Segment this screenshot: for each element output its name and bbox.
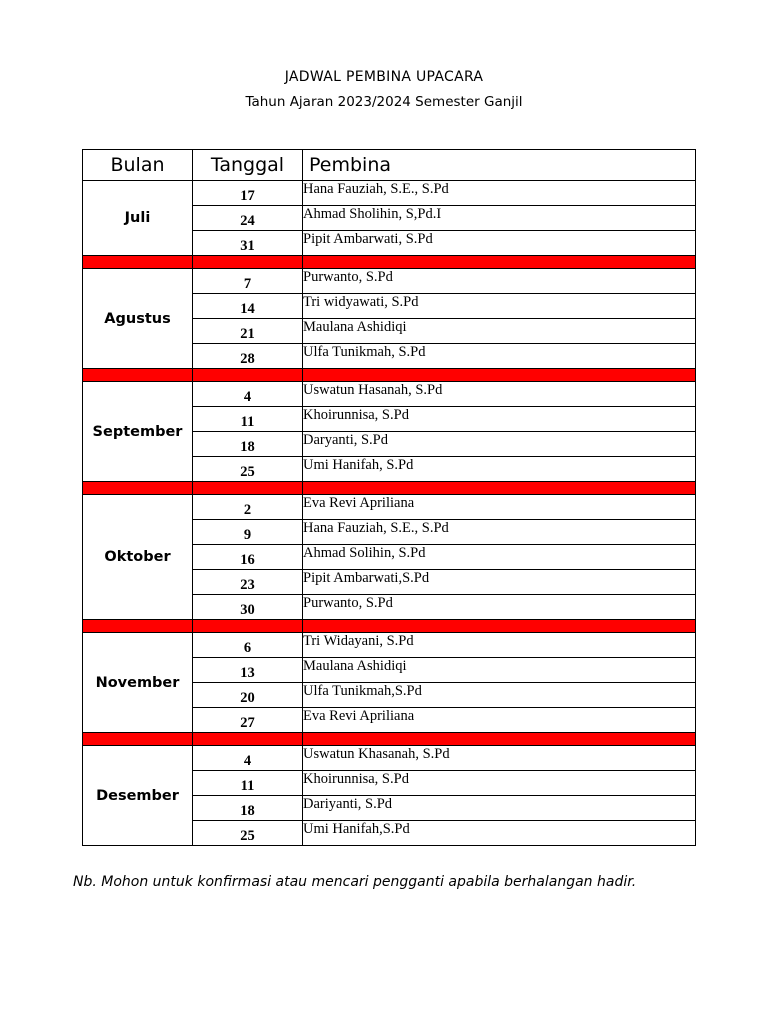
table-row <box>83 495 696 520</box>
date-cell: 9 <box>193 520 303 545</box>
date-cell: 11 <box>193 407 303 432</box>
separator-cell <box>193 620 303 633</box>
month-separator-row <box>83 482 696 495</box>
month-cell: November <box>83 633 193 733</box>
name-cell: Umi Hanifah,S.Pd <box>303 821 696 846</box>
separator-cell <box>193 733 303 746</box>
name-cell: Ulfa Tunikmah, S.Pd <box>303 344 696 369</box>
date-cell: 25 <box>193 821 303 846</box>
table-row <box>83 269 696 294</box>
name-cell: Hana Fauziah, S.E., S.Pd <box>303 181 696 206</box>
name-cell: Eva Revi Apriliana <box>303 495 696 520</box>
date-cell: 6 <box>193 633 303 658</box>
month-separator-row <box>83 369 696 382</box>
column-header-month: Bulan <box>83 150 193 181</box>
month-cell: Desember <box>83 746 193 846</box>
date-cell: 4 <box>193 382 303 407</box>
name-cell: Daryanti, S.Pd <box>303 432 696 457</box>
name-cell: Pipit Ambarwati,S.Pd <box>303 570 696 595</box>
separator-cell <box>83 369 193 382</box>
date-cell: 21 <box>193 319 303 344</box>
name-cell: Tri widyawati, S.Pd <box>303 294 696 319</box>
date-cell: 17 <box>193 181 303 206</box>
name-cell: Khoirunnisa, S.Pd <box>303 407 696 432</box>
date-cell: 31 <box>193 231 303 256</box>
month-cell: Oktober <box>83 495 193 620</box>
date-cell: 13 <box>193 658 303 683</box>
date-cell: 27 <box>193 708 303 733</box>
month-cell: September <box>83 382 193 482</box>
separator-cell <box>193 369 303 382</box>
date-cell: 25 <box>193 457 303 482</box>
month-cell: Juli <box>83 181 193 256</box>
separator-cell <box>193 482 303 495</box>
name-cell: Purwanto, S.Pd <box>303 595 696 620</box>
date-cell: 14 <box>193 294 303 319</box>
date-cell: 16 <box>193 545 303 570</box>
name-cell: Dariyanti, S.Pd <box>303 796 696 821</box>
document-title: JADWAL PEMBINA UPACARA <box>284 69 484 85</box>
separator-cell <box>83 482 193 495</box>
name-cell: Maulana Ashidiqi <box>303 319 696 344</box>
name-cell: Ahmad Sholihin, S,Pd.I <box>303 206 696 231</box>
table-row <box>83 633 696 658</box>
separator-cell <box>83 733 193 746</box>
separator-cell <box>303 256 696 269</box>
date-cell: 7 <box>193 269 303 294</box>
date-cell: 18 <box>193 432 303 457</box>
date-cell: 18 <box>193 796 303 821</box>
separator-cell <box>303 369 696 382</box>
separator-cell <box>303 733 696 746</box>
month-cell: Agustus <box>83 269 193 369</box>
separator-cell <box>303 620 696 633</box>
column-header-name: Pembina <box>303 150 696 181</box>
footer-note: Nb. Mohon untuk konfirmasi atau mencari pengganti apabila berhalangan hadir. <box>73 874 637 890</box>
separator-cell <box>83 620 193 633</box>
name-cell: Khoirunnisa, S.Pd <box>303 771 696 796</box>
separator-cell <box>83 256 193 269</box>
separator-cell <box>193 256 303 269</box>
name-cell: Umi Hanifah, S.Pd <box>303 457 696 482</box>
name-cell: Hana Fauziah, S.E., S.Pd <box>303 520 696 545</box>
name-cell: Ulfa Tunikmah,S.Pd <box>303 683 696 708</box>
table-row <box>83 382 696 407</box>
document-subtitle: Tahun Ajaran 2023/2024 Semester Ganjil <box>245 94 523 110</box>
separator-cell <box>303 482 696 495</box>
name-cell: Tri Widayani, S.Pd <box>303 633 696 658</box>
date-cell: 30 <box>193 595 303 620</box>
schedule-table <box>82 149 696 846</box>
date-cell: 11 <box>193 771 303 796</box>
date-cell: 20 <box>193 683 303 708</box>
date-cell: 2 <box>193 495 303 520</box>
month-separator-row <box>83 620 696 633</box>
month-separator-row <box>83 256 696 269</box>
name-cell: Uswatun Khasanah, S.Pd <box>303 746 696 771</box>
month-separator-row <box>83 733 696 746</box>
name-cell: Eva Revi Apriliana <box>303 708 696 733</box>
table-row <box>83 181 696 206</box>
name-cell: Purwanto, S.Pd <box>303 269 696 294</box>
table-header-row <box>83 150 696 181</box>
date-cell: 24 <box>193 206 303 231</box>
name-cell: Pipit Ambarwati, S.Pd <box>303 231 696 256</box>
name-cell: Uswatun Hasanah, S.Pd <box>303 382 696 407</box>
name-cell: Maulana Ashidiqi <box>303 658 696 683</box>
date-cell: 23 <box>193 570 303 595</box>
date-cell: 28 <box>193 344 303 369</box>
column-header-date: Tanggal <box>193 150 303 181</box>
table-row <box>83 746 696 771</box>
date-cell: 4 <box>193 746 303 771</box>
name-cell: Ahmad Solihin, S.Pd <box>303 545 696 570</box>
schedule-table-body <box>83 150 696 846</box>
